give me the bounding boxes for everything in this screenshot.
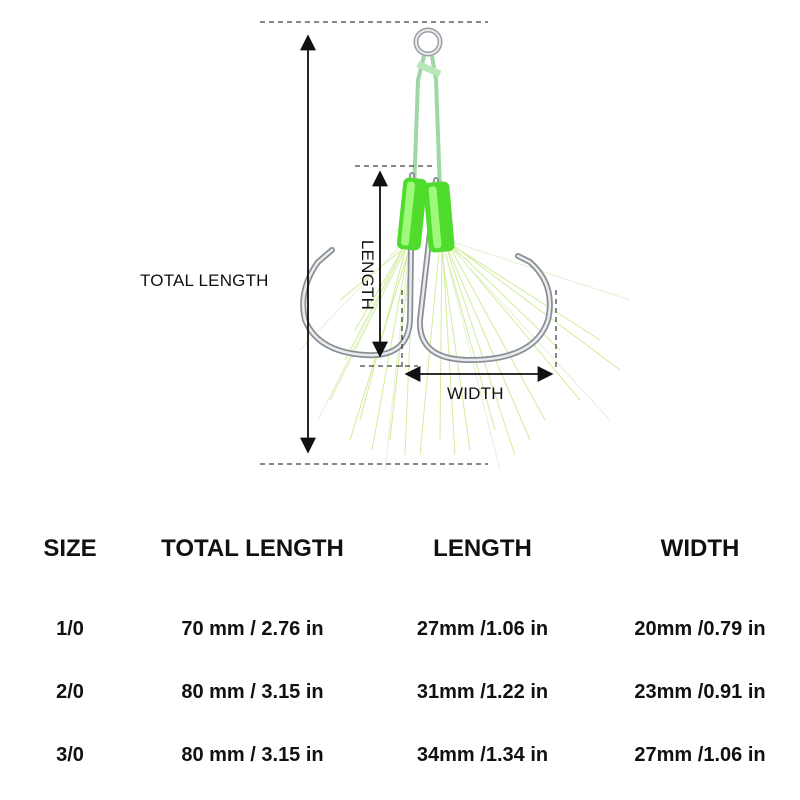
table-header-row	[0, 520, 800, 578]
header-size: SIZE	[43, 535, 97, 562]
cell-width: 27mm /1.06 in	[634, 744, 766, 766]
solid-ring	[416, 30, 440, 54]
cell-length: 31mm /1.22 in	[416, 681, 549, 703]
cell-total-length: 70 mm / 2.76 in	[181, 618, 324, 640]
cell-total-length: 80 mm / 3.15 in	[181, 681, 324, 703]
cell-size: 1/0	[56, 618, 84, 640]
header-total-length: TOTAL LENGTH	[161, 535, 344, 562]
cell-size: 3/0	[56, 744, 84, 766]
table-row	[0, 661, 800, 724]
size-spec-table	[0, 520, 800, 787]
cell-width: 20mm /0.79 in	[634, 618, 766, 640]
cell-width: 23mm /0.91 in	[634, 681, 766, 703]
cell-length: 27mm /1.06 in	[416, 618, 549, 640]
cell-length: 34mm /1.34 in	[416, 744, 549, 766]
cell-size: 2/0	[56, 681, 84, 703]
total-length-label: TOTAL LENGTH	[140, 271, 269, 290]
header-length: LENGTH	[433, 535, 532, 562]
green-tube	[396, 177, 455, 253]
assist-cord	[414, 56, 440, 190]
width-label: WIDTH	[447, 384, 504, 403]
cell-total-length: 80 mm / 3.15 in	[181, 744, 324, 766]
table-row	[0, 598, 800, 661]
table-row	[0, 724, 800, 787]
header-width: WIDTH	[660, 535, 740, 562]
length-label: LENGTH	[358, 239, 377, 311]
